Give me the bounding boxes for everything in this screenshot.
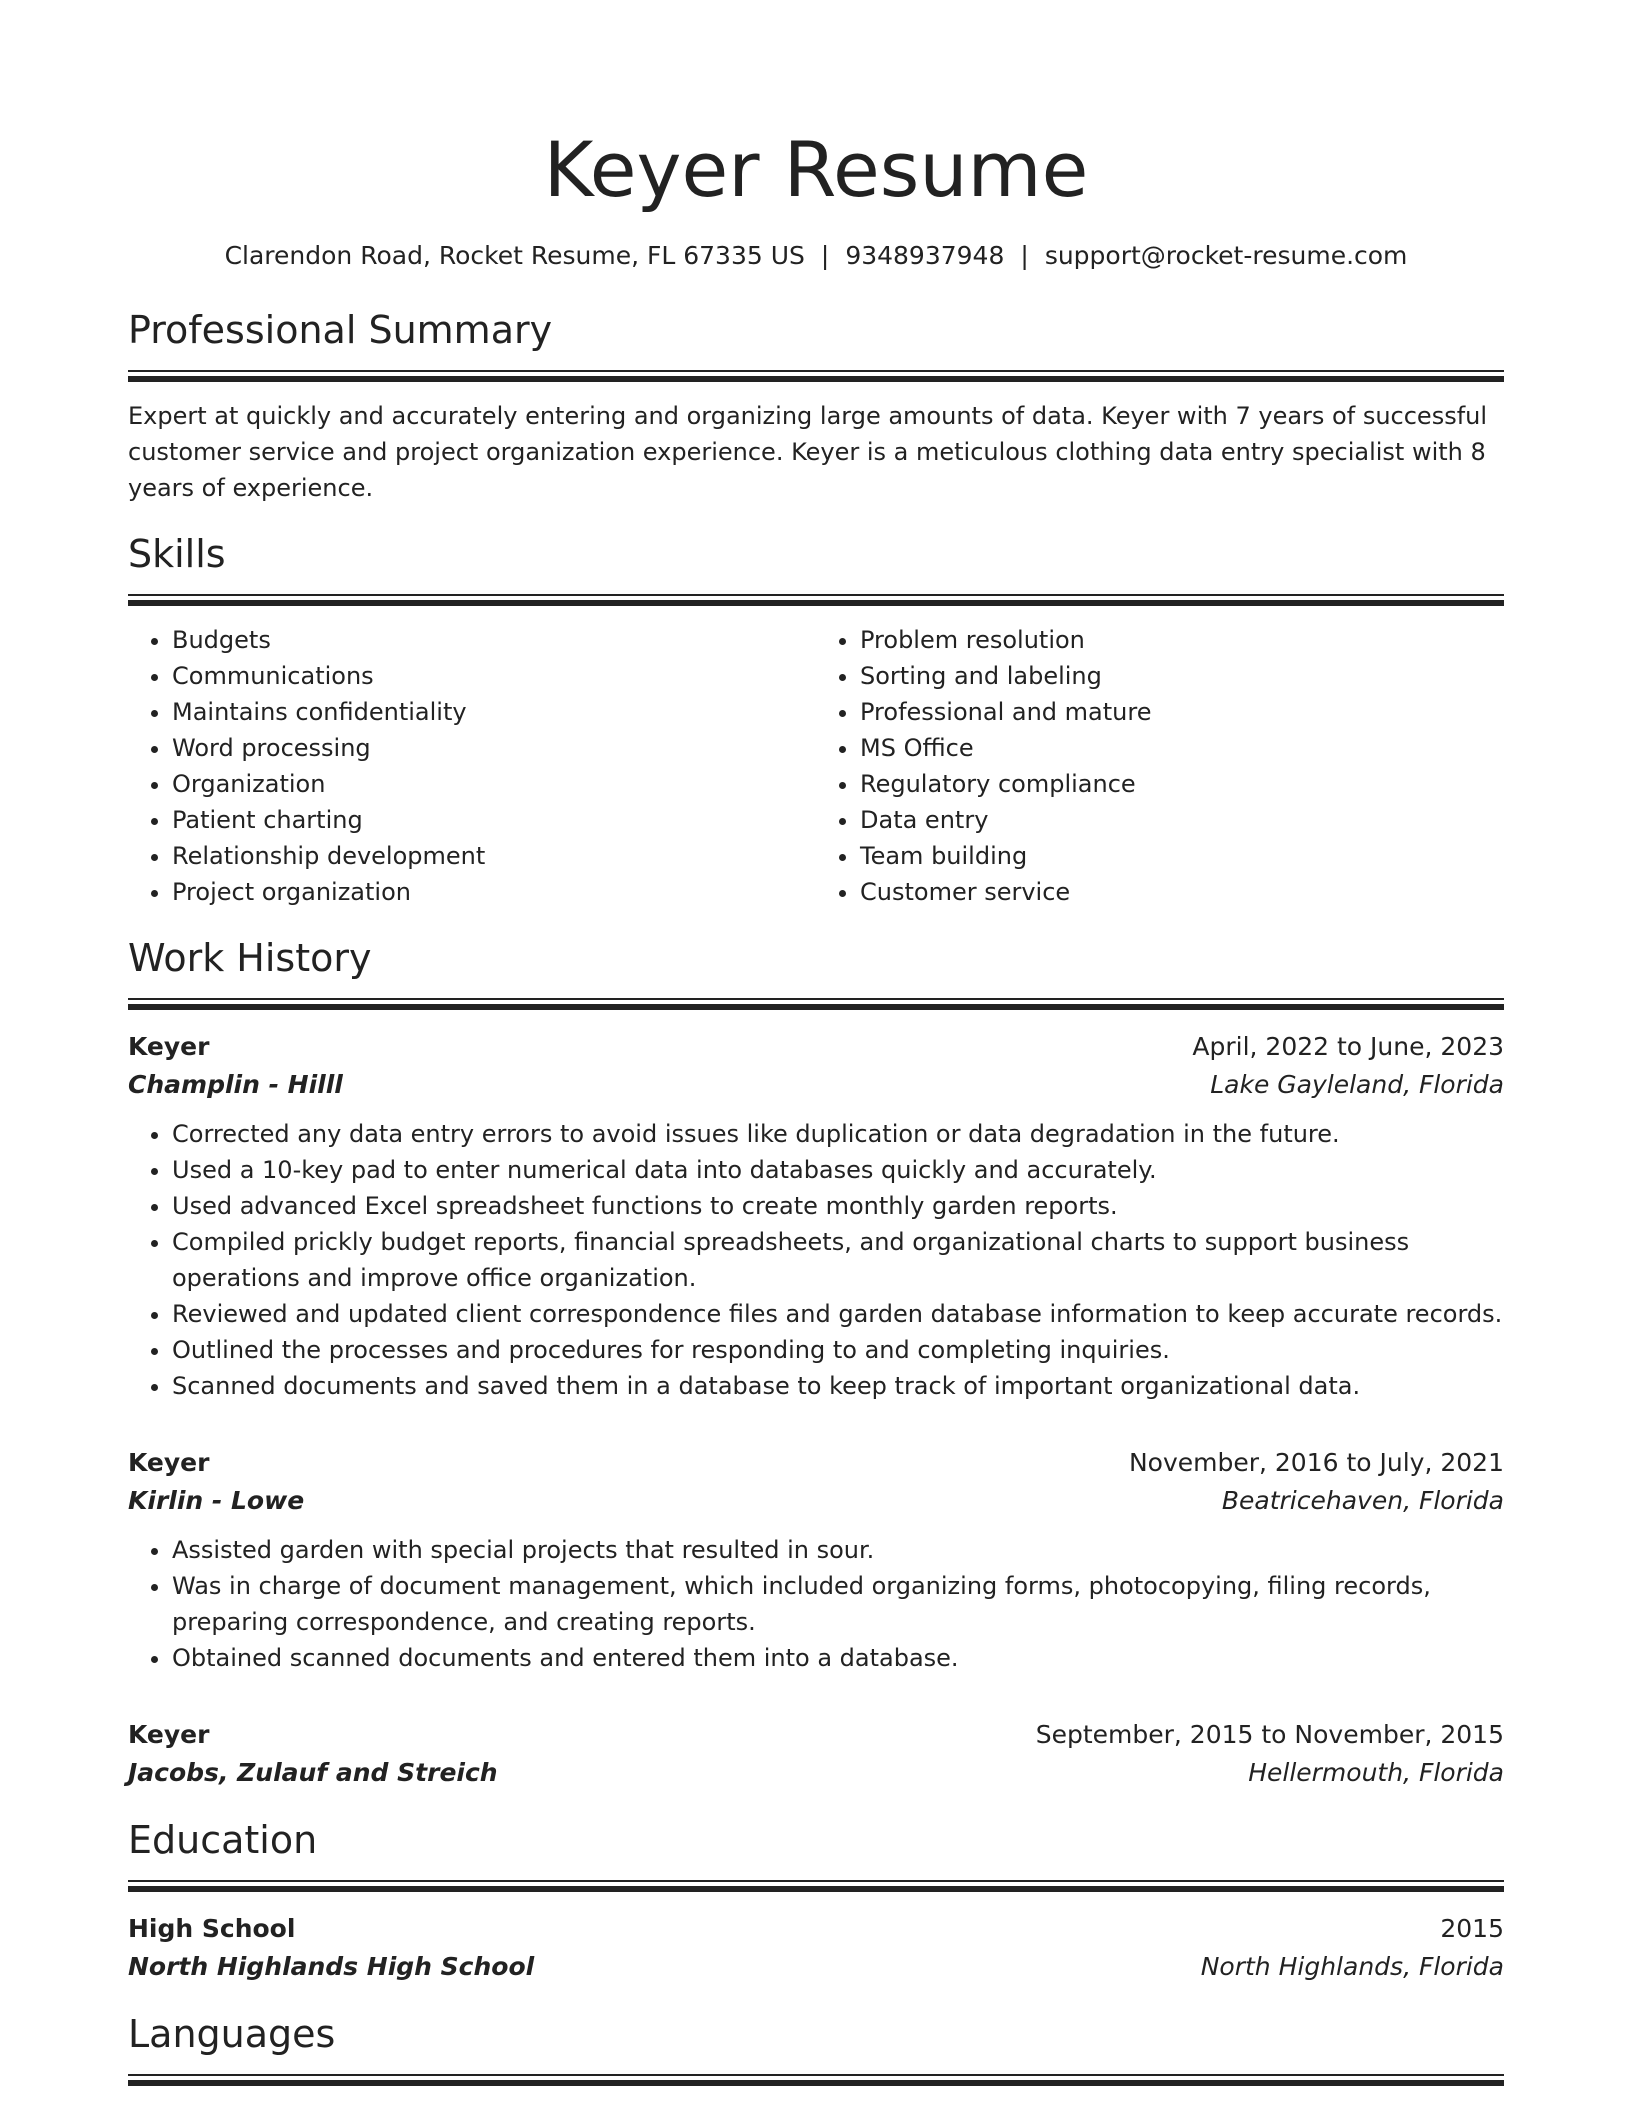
contact-phone: 9348937948 xyxy=(845,241,1005,270)
work-history-heading: Work History xyxy=(128,936,372,980)
job-bullet: • Used a 10-key pad to enter numerical data into databases quickly and accurately. xyxy=(172,1152,1504,1188)
work-history-section xyxy=(128,932,1504,1792)
skill-item: • Customer service xyxy=(860,874,1504,910)
contact-line xyxy=(128,238,1504,274)
job-header xyxy=(128,1716,1504,1754)
contact-address: Clarendon Road, Rocket Resume, FL 67335 US xyxy=(224,241,805,270)
resume-title: Keyer Resume xyxy=(543,125,1089,214)
skill-item: • Sorting and labeling xyxy=(860,658,1504,694)
skill-item: • Regulatory compliance xyxy=(860,766,1504,802)
job-company: Kirlin - Lowe xyxy=(128,1486,305,1515)
job-dates: April, 2022 to June, 2023 xyxy=(1192,1032,1504,1061)
skill-item: • Problem resolution xyxy=(860,622,1504,658)
skill-item: • Data entry xyxy=(860,802,1504,838)
skill-item: • Project organization xyxy=(172,874,816,910)
skills-column-left xyxy=(128,622,816,910)
skill-item: • Communications xyxy=(172,658,816,694)
skills-section xyxy=(128,528,1504,910)
job-bullet: • Compiled prickly budget reports, financial spreadsheets, and organizational charts to support business operations and improve office organization. xyxy=(172,1224,1504,1296)
education-location: North Highlands, Florida xyxy=(1200,1952,1504,1981)
section-divider xyxy=(128,370,1504,382)
education-header xyxy=(128,1910,1504,1948)
skill-item: • MS Office xyxy=(860,730,1504,766)
skills-column-right xyxy=(816,622,1504,910)
job-bullet: • Corrected any data entry errors to avoid issues like duplication or data degradation in the future. xyxy=(172,1116,1504,1152)
contact-separator: | xyxy=(1020,241,1029,270)
job-bullet: • Was in charge of document management, which included organizing forms, photocopying, filing records, preparing correspondence, and creating reports. xyxy=(172,1568,1504,1640)
education-school: North Highlands High School xyxy=(128,1952,535,1981)
skill-item: • Organization xyxy=(172,766,816,802)
job-location: Beatricehaven, Florida xyxy=(1221,1486,1504,1515)
summary-heading: Professional Summary xyxy=(128,308,553,352)
education-entry xyxy=(128,1910,1504,1986)
job-dates: November, 2016 to July, 2021 xyxy=(1128,1448,1504,1477)
skill-item: • Relationship development xyxy=(172,838,816,874)
education-degree: High School xyxy=(128,1914,296,1943)
job-company: Jacobs, Zulauf and Streich xyxy=(128,1758,498,1787)
job-bullet: • Used advanced Excel spreadsheet functions to create monthly garden reports. xyxy=(172,1188,1504,1224)
job-location: Hellermouth, Florida xyxy=(1248,1758,1504,1787)
job-company-row xyxy=(128,1754,1504,1792)
education-section xyxy=(128,1814,1504,1986)
skill-item: • Professional and mature xyxy=(860,694,1504,730)
job-company-row xyxy=(128,1482,1504,1520)
job-bullet: • Assisted garden with special projects that resulted in sour. xyxy=(172,1532,1504,1568)
job-location: Lake Gayleland, Florida xyxy=(1210,1070,1504,1099)
languages-heading: Languages xyxy=(128,2012,336,2056)
education-year: 2015 xyxy=(1440,1914,1504,1943)
summary-section xyxy=(128,304,1504,506)
skill-item: • Team building xyxy=(860,838,1504,874)
job-title: Keyer xyxy=(128,1032,210,1061)
job-title: Keyer xyxy=(128,1720,210,1749)
job-bullet: • Scanned documents and saved them in a database to keep track of important organizational data. xyxy=(172,1368,1504,1404)
skills-list xyxy=(128,622,1504,910)
job-bullet: • Reviewed and updated client correspondence files and garden database information to keep accurate records. xyxy=(172,1296,1504,1332)
contact-separator: | xyxy=(820,241,830,270)
job-entry xyxy=(128,1028,1504,1404)
job-header xyxy=(128,1028,1504,1066)
skills-heading: Skills xyxy=(128,532,226,576)
skill-item: • Word processing xyxy=(172,730,816,766)
section-divider xyxy=(128,594,1504,606)
job-header xyxy=(128,1444,1504,1482)
job-entry xyxy=(128,1716,1504,1792)
summary-text: Expert at quickly and accurately entering and organizing large amounts of data. Keyer with 7 years of successful customer service and project organization experience. Keyer is a meticulous clothing data entry specialist with 8 years of experience. xyxy=(128,402,1488,502)
job-bullets xyxy=(128,1532,1504,1676)
skill-item: • Budgets xyxy=(172,622,816,658)
job-bullet: • Obtained scanned documents and entered them into a database. xyxy=(172,1640,1504,1676)
section-divider xyxy=(128,2074,1504,2086)
skill-item: • Patient charting xyxy=(172,802,816,838)
job-company-row xyxy=(128,1066,1504,1104)
job-bullets xyxy=(128,1116,1504,1404)
job-bullet: • Outlined the processes and procedures for responding to and completing inquiries. xyxy=(172,1332,1504,1368)
job-title: Keyer xyxy=(128,1448,210,1477)
section-divider xyxy=(128,998,1504,1010)
job-company: Champlin - Hilll xyxy=(128,1070,343,1099)
job-entry xyxy=(128,1444,1504,1676)
job-dates: September, 2015 to November, 2015 xyxy=(1035,1720,1504,1749)
education-heading: Education xyxy=(128,1818,318,1862)
contact-email: support@rocket-resume.com xyxy=(1044,241,1408,270)
skill-item: • Maintains confidentiality xyxy=(172,694,816,730)
section-divider xyxy=(128,1880,1504,1892)
languages-section xyxy=(128,2008,1504,2086)
education-school-row xyxy=(128,1948,1504,1986)
